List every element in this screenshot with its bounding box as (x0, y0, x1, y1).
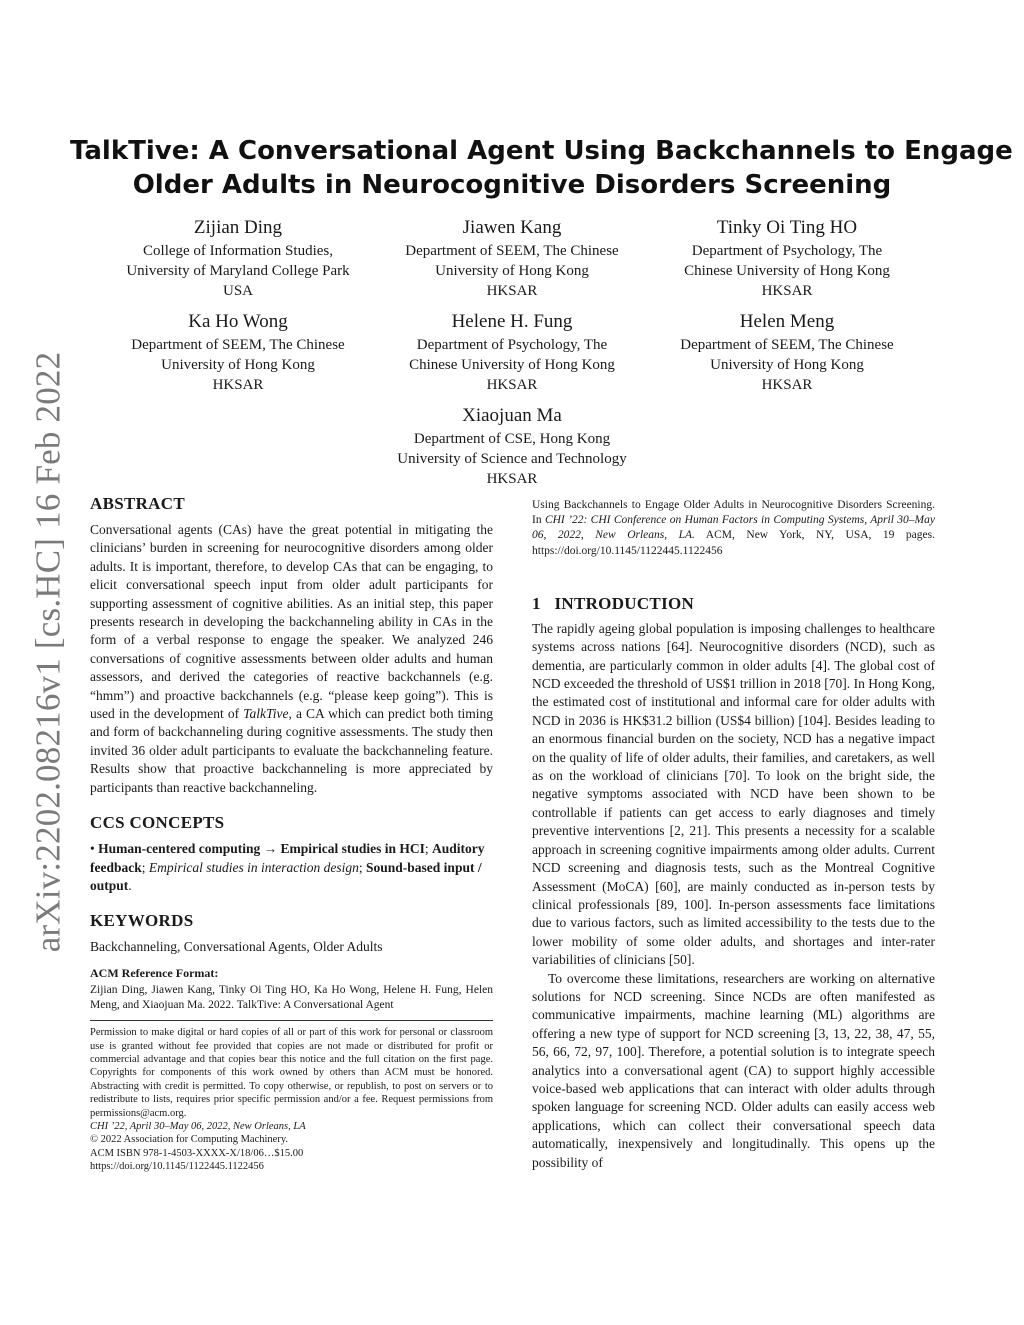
author-name: Ka Ho Wong (188, 311, 288, 332)
author-affiliation: University of Science and Technology (397, 451, 627, 467)
footnote-rule (90, 1020, 493, 1021)
author-affiliation: USA (222, 283, 253, 299)
author-block (362, 310, 662, 395)
introduction-text (532, 620, 935, 1172)
permission-notice: Permission to make digital or hard copies of all or part of this work for personal or classroom use is granted without fee provided that copies are not made or distributed for profit or commercial advantage and that copies bear this notice and the full citation on the first page. Copyrights for components of this work owned by others than ACM must be honored. Abstracting with credit is permitted. To copy otherwise, or republish, to post on servers or to redistribute to lists, requires prior specific permission and/or a fee. Request permissions from permissions@acm.org. (90, 1027, 493, 1119)
author-affiliation: University of Hong Kong (435, 263, 589, 279)
author-block (637, 216, 937, 301)
author-affiliation: HKSAR (486, 377, 538, 393)
left-column (90, 494, 493, 1174)
author-affiliation: University of Hong Kong (161, 357, 315, 373)
author-name: Zijian Ding (193, 217, 283, 238)
author-affiliation: HKSAR (486, 471, 538, 487)
isbn-line: ACM ISBN 978-1-4503-XXXX-X/18/06…$15.00 (90, 1147, 304, 1159)
abstract-text: Conversational agents (CAs) have the great potential in mitigating the clinicians’ burden in screening for neurocognitive disorders among older adults. It is important, therefore, to develop CAs that can be engaging, to elicit conversational speech input from older adult participants for supporting assessment of cognitive abilities. As an initial step, this paper presents research in developing the backchanneling ability in CAs in the form of a verbal response to engage the speaker. We analyzed 246 conversations of cognitive assessments between older adults and human assessors, and derived the categories of reactive backchannels (e.g. “hmm”) and proactive backchannels (e.g. “please keep going”). This is used in the development of TalkTive, a CA which can predict both timing and form of backchanneling during cognitive assessments. The study then invited 36 older adult participants to evaluate the backchanneling feature. Results show that proactive backchanneling is more appreciated by participants than reactive backchanneling. (90, 522, 493, 795)
author-name: Helene H. Fung (451, 311, 573, 332)
arxiv-stamp (24, 351, 72, 953)
arxiv-id: arXiv:2202.08216v1 [cs.HC] 16 Feb 2022 (28, 351, 68, 953)
author-name: Helen Meng (739, 311, 835, 332)
copyright-line: © 2022 Association for Computing Machinery. (90, 1134, 289, 1146)
acm-reference-label: ACM Reference Format: (90, 965, 219, 980)
author-affiliation: HKSAR (212, 377, 264, 393)
paragraph: To overcome these limitations, researchers are working on alternative solutions for NCD screening. Since NCDs are often manifested as communicative impairments, machine learning (ML) algorithms are offering a new type of support for NCD screening [3, 13, 22, 38, 47, 55, 56, 66, 72, 97, 100]. Therefore, a potential solution is to integrate speech analytics into a conversational agent (CA) to support highly accessible voice-based web applications that can interact with older adults through spoken language for screening NCD. Older adults can easily access web applications, which can collect their conversational speech data automatically, inexpensively and longitudinally. This opens up the possibility of (532, 970, 935, 1170)
author-name: Tinky Oi Ting HO (716, 217, 858, 238)
author-affiliation: Department of SEEM, The Chinese (680, 337, 894, 353)
author-affiliation: Department of Psychology, The (691, 243, 883, 259)
author-block (362, 404, 662, 489)
title-line-1: TalkTive: A Conversational Agent Using Backchannels to Engage (70, 136, 1013, 166)
author-affiliation: Chinese University of Hong Kong (684, 263, 890, 279)
title-line-2: Older Adults in Neurocognitive Disorders Screening (132, 170, 892, 200)
doi-link[interactable]: https://doi.org/10.1145/1122445.1122456 (90, 1161, 264, 1173)
author-affiliation: Department of CSE, Hong Kong (413, 431, 611, 447)
introduction-heading (532, 594, 935, 614)
author-affiliation: University of Maryland College Park (126, 263, 350, 279)
author-block (362, 216, 662, 301)
author-affiliation: Department of Psychology, The (416, 337, 608, 353)
paper-title (70, 134, 1013, 202)
acm-reference-continued: Using Backchannels to Engage Older Adults in Neurocognitive Disorders Screening. In CHI ’22: CHI Conference on Human Factors in Computing Systems, April 30–May 06, 2022, New Orleans, LA. ACM, New York, NY, USA, 19 pages. https://doi.org/10.1145/1122445.1122456 (532, 499, 935, 557)
author-affiliation: University of Hong Kong (710, 357, 864, 373)
author-affiliation: HKSAR (486, 283, 538, 299)
ccs-concepts: • Human-centered computing → Empirical studies in HCI; Auditory feedback; Empirical studies in interaction design; Sound-based input / output. (90, 841, 485, 893)
right-column (532, 494, 935, 1172)
author-affiliation: College of Information Studies, (143, 243, 333, 259)
section-number: 1 (532, 593, 541, 613)
author-affiliation: HKSAR (761, 283, 813, 299)
conference-info: CHI ’22, April 30–May 06, 2022, New Orleans, LA (90, 1120, 306, 1132)
ccs-heading: CCS CONCEPTS (90, 813, 225, 833)
paragraph: The rapidly ageing global population is imposing challenges to healthcare systems across nations [64]. Neurocognitive disorders (NCD), such as dementia, are particularly common in older adults [4]. The global cost of NCD exceeded the threshold of US$1 trillion in 2018 [70]. In Hong Kong, the estimated cost of institutional and informal care for older adults with NCD in 2036 is HK$31.2 billion (US$4 billion) [104]. Besides leading to an enormous financial burden on the society, NCD has a negative impact on the quality of life of older adults, their families, and caretakers, as well as on the workload of clinicians [70]. To look on the bright side, the negative symptoms associated with NCD have been shown to be controllable if patients can get access to early diagnoses and timely preventive interventions [2, 21]. This presents a necessity for a scalable approach in screening cognitive impairments among older adults. Current NCD screening and diagnosis tests, such as the Montreal Cognitive Assessment (MoCA) [60], are mainly conducted as in-person tests by clinical professionals [89, 100]. In-person assessments face limitations due to various factors, such as limited accessibility to the tests due to the lower mobility of some older adults, and shortages and inter-rater variabilities of clinicians [50]. (532, 620, 935, 968)
author-block (637, 310, 937, 395)
author-block (88, 216, 388, 301)
author-name: Xiaojuan Ma (462, 405, 562, 426)
author-block (88, 310, 388, 395)
keywords-text: Backchanneling, Conversational Agents, Older Adults (90, 939, 383, 955)
author-affiliation: HKSAR (761, 377, 813, 393)
author-affiliation: Department of SEEM, The Chinese (131, 337, 345, 353)
author-affiliation: Chinese University of Hong Kong (409, 357, 615, 373)
acm-reference-text: Zijian Ding, Jiawen Kang, Tinky Oi Ting HO, Ka Ho Wong, Helene H. Fung, Helen Meng, and Xiaojuan Ma. 2022. TalkTive: A Conversational Agent (90, 983, 493, 1011)
abstract-heading: ABSTRACT (90, 494, 185, 513)
section-title: INTRODUCTION (554, 593, 695, 613)
author-affiliation: Department of SEEM, The Chinese (405, 243, 619, 259)
keywords-heading: KEYWORDS (90, 911, 194, 931)
author-name: Jiawen Kang (462, 217, 562, 238)
